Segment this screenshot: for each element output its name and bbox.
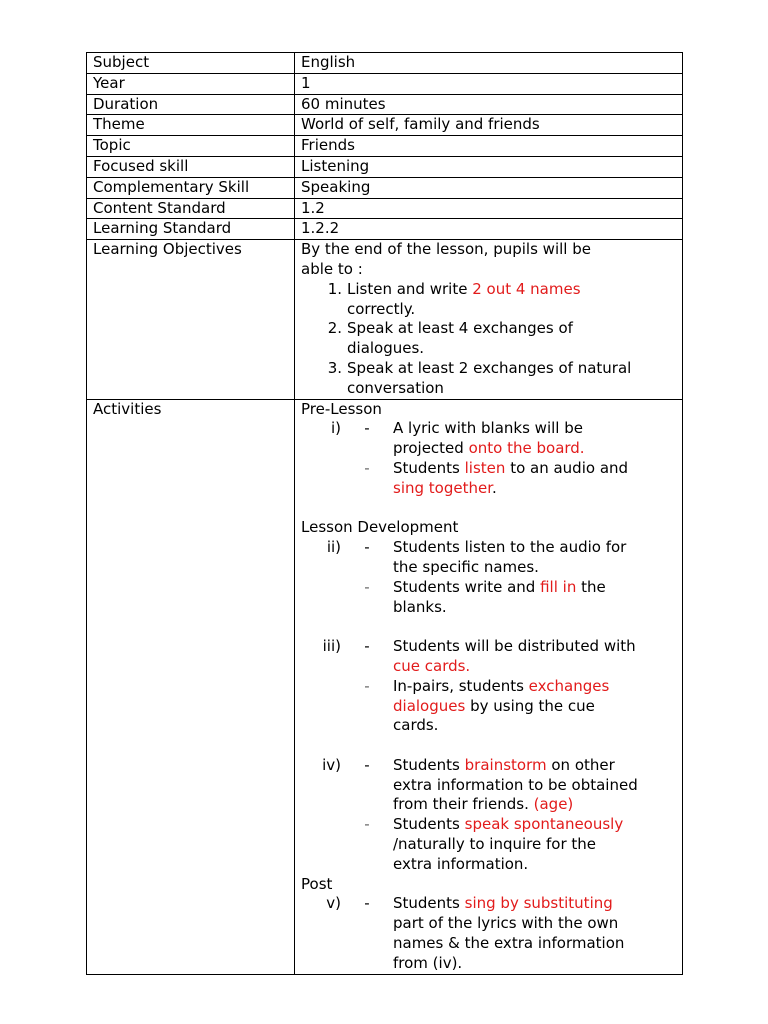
- row-subject: [87, 53, 683, 74]
- activity-highlight: exchanges: [528, 676, 610, 695]
- objective-number: 1.: [327, 279, 342, 298]
- activity-text: to an audio and: [505, 458, 629, 477]
- value-content-standard: 1.2: [295, 198, 683, 219]
- objective-highlight: 2 out 4 names: [472, 279, 581, 298]
- activity-text: part of the lyrics with the own: [393, 914, 619, 933]
- activity-ii-sub: [301, 578, 682, 618]
- activity-text: from their friends.: [393, 795, 534, 814]
- sub-bullet-dash: -: [364, 458, 370, 477]
- activity-text: Students listen to the audio for: [393, 538, 627, 557]
- activity-text: extra information to be obtained: [393, 775, 638, 794]
- activity-text: A lyric with blanks will be: [393, 419, 583, 438]
- label-learning-standard: Learning Standard: [87, 219, 295, 240]
- activity-text: Students: [393, 458, 465, 477]
- value-topic: Friends: [295, 136, 683, 157]
- activity-text: names & the extra information: [393, 934, 625, 953]
- objective-text: Listen and write: [347, 279, 473, 298]
- activity-text: Students will be distributed with: [393, 637, 636, 656]
- activity-v: [301, 894, 682, 973]
- label-content-standard: Content Standard: [87, 198, 295, 219]
- activity-highlight: cue cards.: [393, 656, 471, 675]
- activity-text: cards.: [393, 716, 439, 735]
- activity-text: Students: [393, 755, 465, 774]
- roman-numeral: ii): [326, 538, 341, 557]
- objectives-intro-line-1: By the end of the lesson, pupils will be: [301, 240, 591, 259]
- objectives-intro-line-2: able to :: [301, 259, 363, 278]
- activity-highlight: dialogues: [393, 696, 466, 715]
- value-subject: English: [295, 53, 683, 74]
- activity-i: [301, 419, 682, 459]
- row-content-standard: [87, 198, 683, 219]
- objective-text: Speak at least 2 exchanges of natural: [347, 358, 632, 377]
- label-subject: Subject: [87, 53, 295, 74]
- row-topic: [87, 136, 683, 157]
- activity-text: Students: [393, 894, 465, 913]
- activity-highlight: sing together: [393, 478, 492, 497]
- value-focused-skill: Listening: [295, 156, 683, 177]
- label-topic: Topic: [87, 136, 295, 157]
- section-lesson-development-title: Lesson Development: [301, 518, 459, 537]
- objective-item-2: [301, 319, 682, 359]
- row-learning-standard: [87, 219, 683, 240]
- objective-text-cont: dialogues.: [347, 339, 425, 358]
- activity-text: extra information.: [393, 854, 529, 873]
- label-learning-objectives: Learning Objectives: [87, 240, 295, 399]
- label-focused-skill: Focused skill: [87, 156, 295, 177]
- activity-text: the specific names.: [393, 557, 539, 576]
- roman-numeral: v): [326, 894, 341, 913]
- objective-item-3: [301, 359, 682, 399]
- value-complementary-skill: Speaking: [295, 177, 683, 198]
- value-year: 1: [295, 73, 683, 94]
- row-activities: [87, 399, 683, 974]
- activity-highlight: sing by substituting: [464, 894, 613, 913]
- bullet-dash: -: [364, 419, 370, 438]
- bullet-dash: -: [364, 755, 370, 774]
- activity-i-sub: [301, 459, 682, 499]
- activity-iii-sub: [301, 677, 682, 736]
- sub-bullet-dash: -: [364, 815, 370, 834]
- label-duration: Duration: [87, 94, 295, 115]
- activity-iv-sub: [301, 815, 682, 874]
- objective-item-1: [301, 280, 682, 320]
- activity-text: .: [492, 478, 497, 497]
- activity-highlight: speak spontaneously: [464, 815, 624, 834]
- value-theme: World of self, family and friends: [295, 115, 683, 136]
- row-focused-skill: [87, 156, 683, 177]
- row-duration: [87, 94, 683, 115]
- roman-numeral: iv): [322, 755, 341, 774]
- activity-highlight: fill in: [540, 577, 577, 596]
- activity-iii: [301, 637, 682, 677]
- row-year: [87, 73, 683, 94]
- activity-highlight: brainstorm: [464, 755, 547, 774]
- section-post-title: Post: [301, 874, 333, 893]
- activity-highlight: onto the board.: [468, 439, 585, 458]
- row-complementary-skill: [87, 177, 683, 198]
- activity-text: from (iv).: [393, 953, 463, 972]
- value-learning-objectives: [295, 240, 683, 399]
- label-complementary-skill: Complementary Skill: [87, 177, 295, 198]
- activity-text: by using the cue: [465, 696, 595, 715]
- bullet-dash: -: [364, 894, 370, 913]
- activity-highlight: (age): [533, 795, 574, 814]
- section-pre-lesson-title: Pre-Lesson: [301, 399, 382, 418]
- activity-text: In-pairs, students: [393, 676, 529, 695]
- label-theme: Theme: [87, 115, 295, 136]
- activity-text: projected: [393, 439, 469, 458]
- sub-bullet-dash: -: [364, 577, 370, 596]
- roman-numeral: iii): [322, 637, 341, 656]
- roman-numeral: i): [330, 419, 341, 438]
- objective-number: 2.: [327, 319, 342, 338]
- value-activities: [295, 399, 683, 974]
- label-activities: Activities: [87, 399, 295, 974]
- bullet-dash: -: [364, 637, 370, 656]
- value-learning-standard: 1.2.2: [295, 219, 683, 240]
- objective-text-cont: conversation: [347, 378, 444, 397]
- value-duration: 60 minutes: [295, 94, 683, 115]
- activity-text: Students write and: [393, 577, 541, 596]
- label-year: Year: [87, 73, 295, 94]
- objective-text-cont: correctly.: [347, 299, 416, 318]
- activity-text: on other: [546, 755, 615, 774]
- bullet-dash: -: [364, 538, 370, 557]
- activity-highlight: listen: [464, 458, 506, 477]
- activity-text: the: [576, 577, 606, 596]
- activity-ii: [301, 538, 682, 578]
- activity-text: blanks.: [393, 597, 447, 616]
- activity-iv: [301, 756, 682, 815]
- sub-bullet-dash: -: [364, 676, 370, 695]
- lesson-plan-table: [86, 52, 683, 975]
- objective-number: 3.: [327, 358, 342, 377]
- activity-text: /naturally to inquire for the: [393, 835, 597, 854]
- row-learning-objectives: [87, 240, 683, 399]
- objective-text: Speak at least 4 exchanges of: [347, 319, 573, 338]
- activity-text: Students: [393, 815, 465, 834]
- row-theme: [87, 115, 683, 136]
